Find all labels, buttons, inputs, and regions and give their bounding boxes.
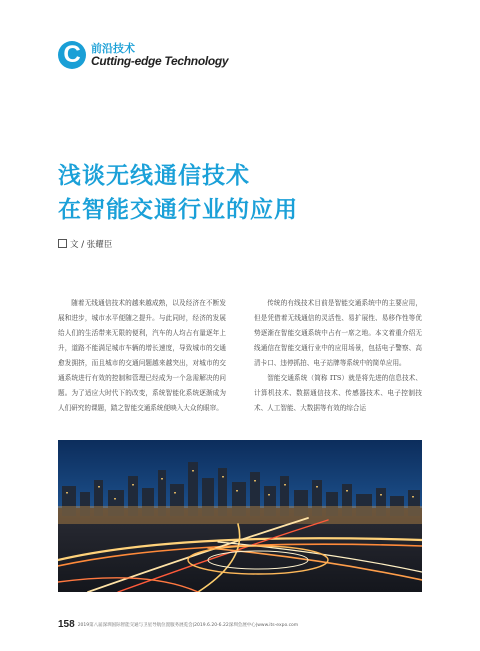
- author-byline: [58, 238, 112, 250]
- article-title-line2: 在智能交通行业的应用: [58, 197, 298, 223]
- body-column-left: [58, 296, 226, 416]
- section-header: [58, 39, 258, 79]
- section-logo-letter: C: [63, 41, 81, 68]
- section-title-en: Cutting-edge Technology: [91, 54, 229, 68]
- page-number: 158: [58, 619, 75, 630]
- body-paragraph: 智能交通系统（简称 ITS）就是将先进的信息技术、计算机技术、数据通信技术、传感器技术、电子控制技术、人工智能、大数据等有效的综合运: [254, 374, 422, 412]
- body-paragraph: 传统的有线技术目前是智能交通系统中的主要应用，但是凭借着无线通信的灵活性、易扩展性、易移作性等优势逐渐在智能交通系统中占有一席之地。本文着重介绍无线通信在智能交通行业中的应用场景，包括电子警察、高清卡口、违停抓拍、电子站牌等系统中的简单应用。: [254, 299, 422, 367]
- article-title-line1: 浅谈无线通信技术: [58, 163, 250, 189]
- byline-square-icon: [58, 239, 67, 248]
- author-text: 文 / 张耀臣: [70, 240, 113, 250]
- city-night-photo: [58, 440, 422, 592]
- footer-text: 2019第八届深圳国际智能交通与卫星导航位置服务展览会|2019.6.20-6.22深圳会展中心|www.its-expo.com: [77, 623, 299, 628]
- page-footer: [58, 612, 428, 630]
- body-column-right: [254, 296, 422, 416]
- body-paragraph: 随着无线通信技术的越来越成熟，以及经济在不断发展和进步，城市水平便随之提升。与此同时，经济的发展给人们的生活带来无限的便利，汽车的人均占有量逐年上升，道路不能满足城市车辆的增长速度，导致城市的交通愈发拥挤，而且城市的交通问题越来越突出，对城市的交通系统进行有效的控制和管理已经成为一个急需解决的问题。为了适应大时代下的改变，系统智能化系统逐渐成为人们研究的课题，踏之智能交通系统便映入大众的眼帘。: [58, 299, 226, 412]
- article-title: [58, 159, 298, 227]
- section-logo-icon: [58, 41, 86, 69]
- section-title-cn: 前沿技术: [91, 42, 135, 55]
